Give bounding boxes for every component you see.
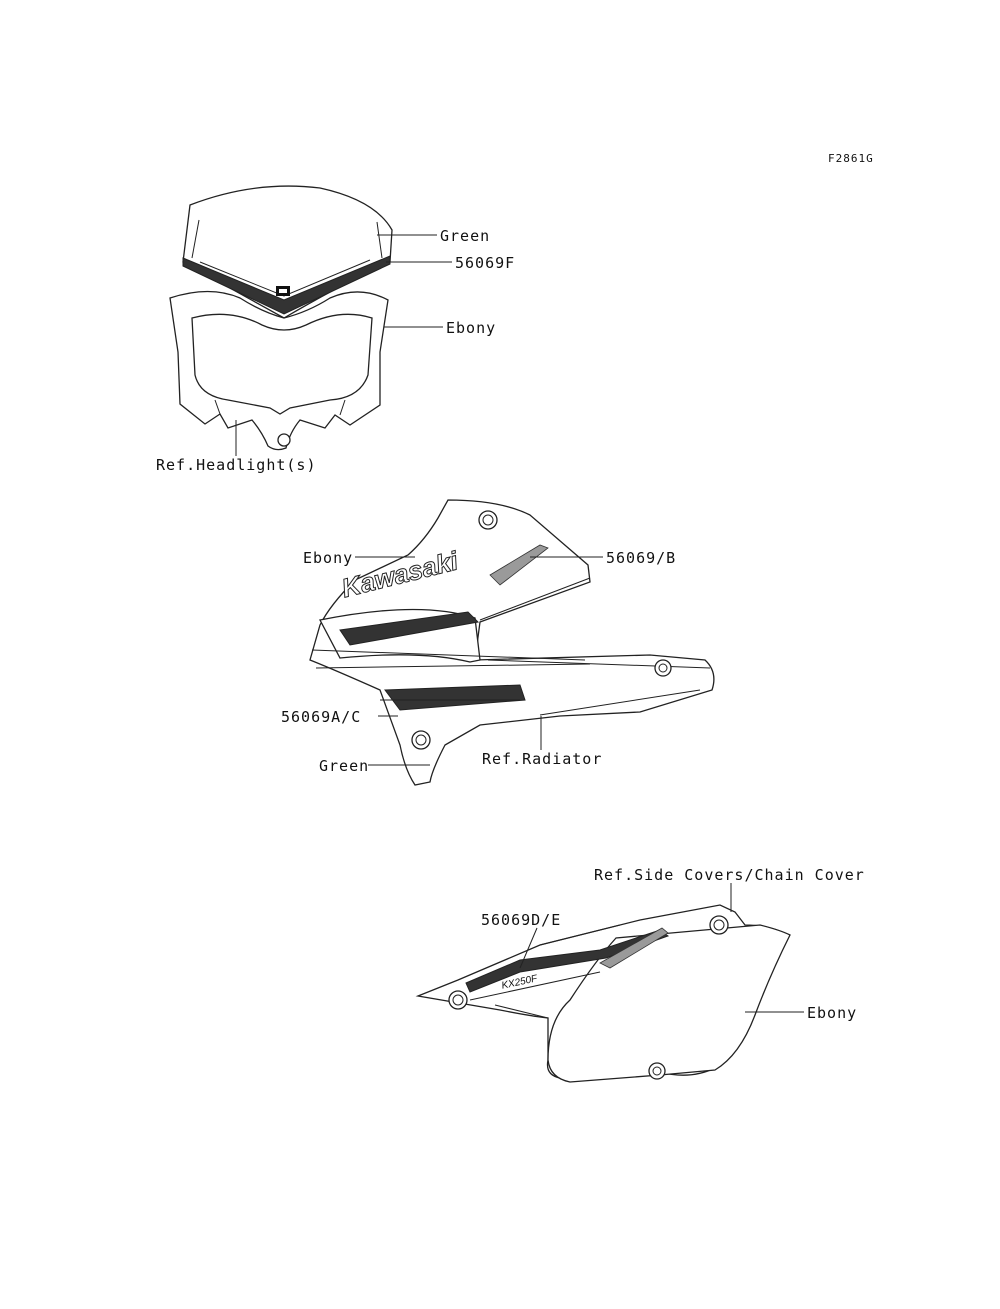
label-headlight-ebony: Ebony (446, 319, 497, 337)
label-radiator-ebony: Ebony (303, 549, 354, 567)
label-sidecover-ebony: Ebony (807, 1004, 858, 1022)
label-part-56069de: 56069D/E (481, 911, 562, 929)
label-part-56069ac: 56069A/C (281, 708, 362, 726)
radiator-decal-text: Kawasaki (338, 545, 461, 604)
label-radiator-green: Green (319, 757, 370, 775)
label-ref-side-covers: Ref.Side Covers/Chain Cover (594, 866, 865, 884)
label-part-56069b: 56069/B (606, 549, 677, 567)
side-cover-drawing (418, 905, 790, 1082)
label-part-56069f: 56069F (455, 254, 516, 272)
figure-id: F2861G (828, 152, 874, 165)
radiator-shroud-drawing (310, 500, 714, 785)
label-headlight-green: Green (440, 227, 491, 245)
sidecover-decal-text: KX250F (500, 973, 539, 992)
label-ref-headlight: Ref.Headlight(s) (156, 456, 317, 474)
label-ref-radiator: Ref.Radiator (482, 750, 603, 768)
